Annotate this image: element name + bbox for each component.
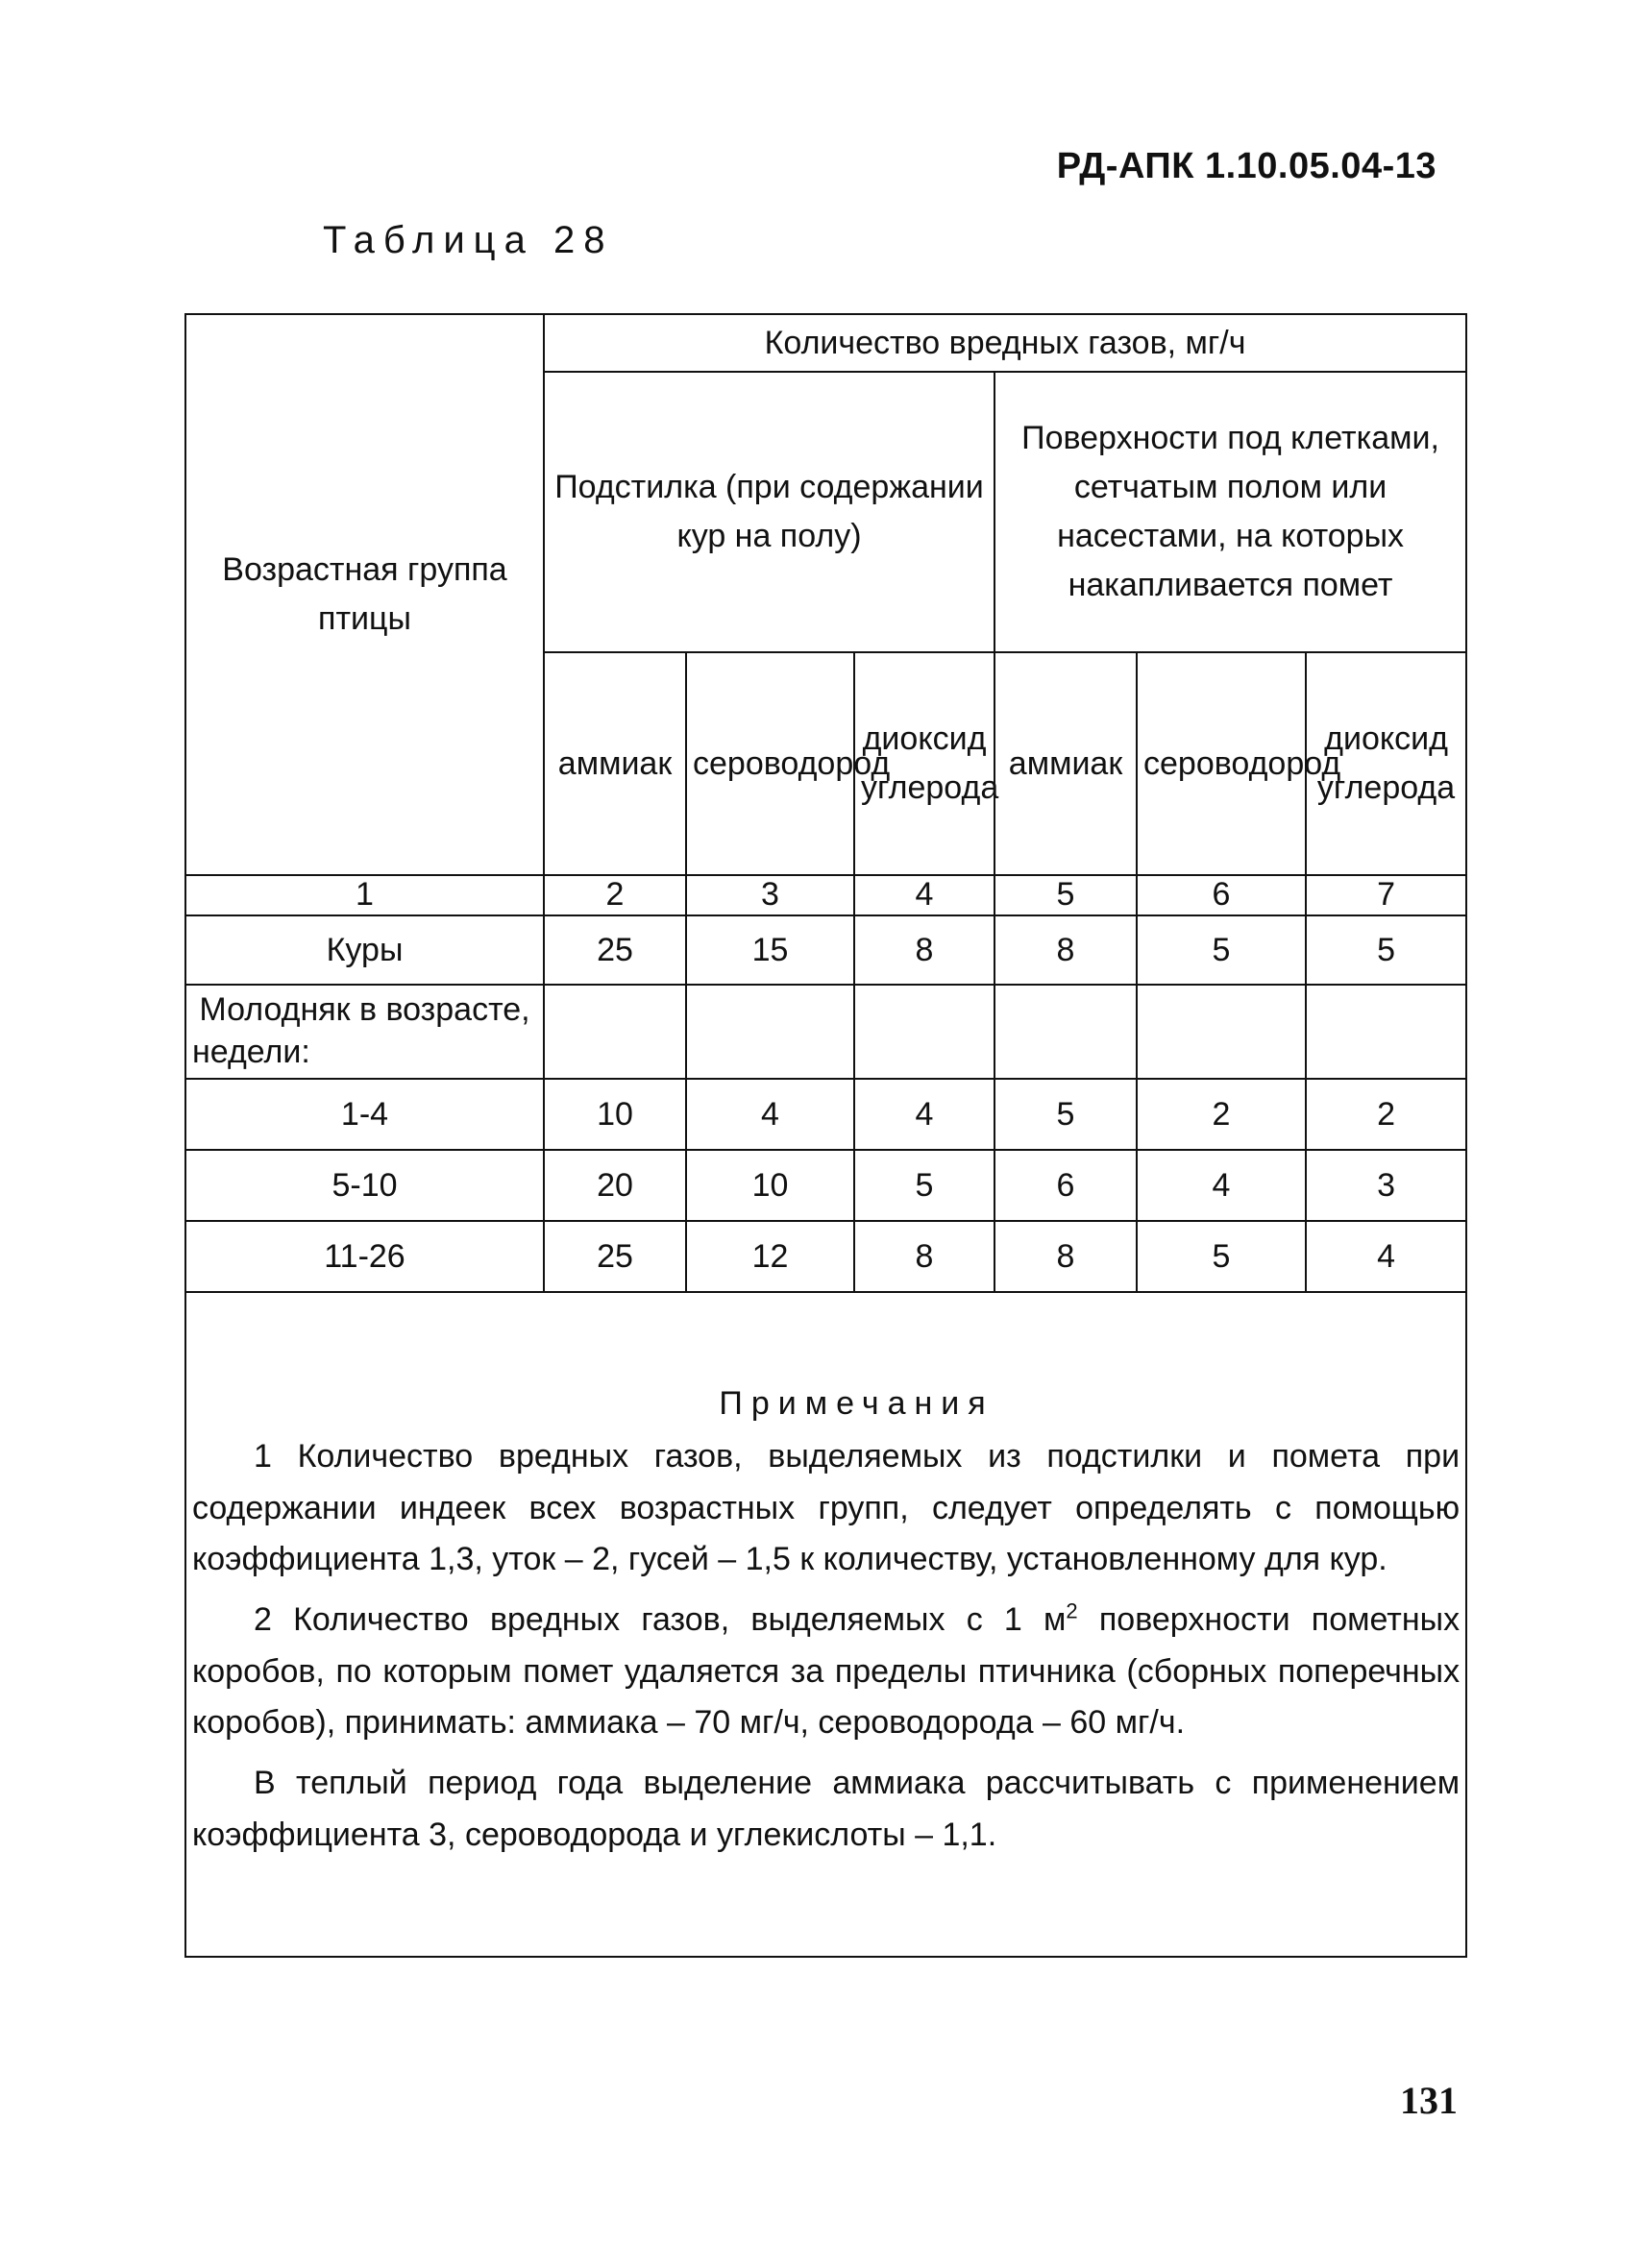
- table-cell: 8: [994, 1221, 1137, 1292]
- table-cell: 15: [686, 915, 854, 985]
- column-number: 3: [686, 875, 854, 915]
- table-cell: [1306, 985, 1466, 1079]
- column-number: 6: [1137, 875, 1306, 915]
- column-number: 2: [544, 875, 686, 915]
- gas-header-hydrogen-sulfide: сероводород: [686, 652, 854, 875]
- row-label: Куры: [185, 915, 544, 985]
- table-cell: 4: [686, 1079, 854, 1150]
- table-cell: 3: [1306, 1150, 1466, 1221]
- table-cell: [544, 985, 686, 1079]
- table-row: [185, 1221, 1466, 1292]
- note-paragraph: 1 Количество вредных газов, выделяемых из подстилки и помета при содержании индеек всех возрастных групп, следует определять с помощью коэффициента 1,3, уток – 2, гусей – 1,5 к количеству, установленному для кур.: [192, 1438, 1461, 1577]
- table-cell: 25: [544, 915, 686, 985]
- table-cell: 25: [544, 1221, 686, 1292]
- table-cell: [1137, 985, 1306, 1079]
- table-cell: [686, 985, 854, 1079]
- table-cell: [994, 985, 1137, 1079]
- column-number: 1: [185, 875, 544, 915]
- note-paragraph: [192, 1595, 1460, 1748]
- table-cell: 5: [1306, 915, 1466, 985]
- document-code: РД-АПК 1.10.05.04-13: [1056, 146, 1436, 186]
- table-cell: 2: [1306, 1079, 1466, 1150]
- table-cell: 5: [1137, 1221, 1306, 1292]
- note-paragraph: В теплый период года выделение аммиака рассчитывать с применением коэффициента 3, сероводорода и углекислоты – 1,1.: [192, 1765, 1461, 1853]
- page-number: 131: [1400, 2079, 1458, 2122]
- table-cell: 8: [854, 915, 994, 985]
- litter-header: Подстилка (при содержании кур на полу): [544, 372, 994, 652]
- table-cell: 4: [1137, 1150, 1306, 1221]
- note-text: 2 Количество вредных газов, выделяемых с 1 м: [254, 1601, 1067, 1639]
- table-cell: [854, 985, 994, 1079]
- column-number: 5: [994, 875, 1137, 915]
- table-cell: 4: [854, 1079, 994, 1150]
- header-row-group: [185, 314, 1466, 372]
- column-number-row: [185, 875, 1466, 915]
- table-cell: 12: [686, 1221, 854, 1292]
- row-label: 11-26: [185, 1221, 544, 1292]
- table-cell: 20: [544, 1150, 686, 1221]
- table-row: [185, 1150, 1466, 1221]
- column-number: 7: [1306, 875, 1466, 915]
- gas-amount-header: Количество вредных газов, мг/ч: [544, 314, 1466, 372]
- harmful-gases-table: [184, 313, 1467, 1958]
- gas-header-carbon-dioxide: диоксид углерода: [854, 652, 994, 875]
- table-cell: 5: [994, 1079, 1137, 1150]
- table-row: [185, 985, 1466, 1079]
- note-text: поверхности пометных коробов, по которым помет удаляется за пределы птичника (сборных поперечных коробов), принимать: аммиака – 70 мг/ч, сероводорода – 60 мг/ч.: [192, 1601, 1461, 1742]
- table-row: [185, 915, 1466, 985]
- age-group-header: Возрастная группа птицы: [185, 314, 544, 875]
- table-cell: 4: [1306, 1221, 1466, 1292]
- notes-cell: [185, 1292, 1466, 1957]
- gas-header-ammonia: аммиак: [544, 652, 686, 875]
- table-cell: 5: [854, 1150, 994, 1221]
- table-cell: 10: [544, 1079, 686, 1150]
- notes-row: [185, 1292, 1466, 1957]
- superscript: 2: [1066, 1598, 1078, 1623]
- surface-header: Поверхности под клетками, сетчатым полом или насестами, на которых накапливается помет: [994, 372, 1466, 652]
- column-number: 4: [854, 875, 994, 915]
- table-cell: 5: [1137, 915, 1306, 985]
- gas-header-hydrogen-sulfide: сероводород: [1137, 652, 1306, 875]
- gas-header-ammonia: аммиак: [994, 652, 1137, 875]
- table-cell: 8: [854, 1221, 994, 1292]
- row-label: 5-10: [185, 1150, 544, 1221]
- table-cell: 8: [994, 915, 1137, 985]
- table-caption: Таблица 28: [323, 219, 614, 261]
- row-label: Молодняк в возрасте, недели:: [185, 985, 544, 1079]
- table-cell: 10: [686, 1150, 854, 1221]
- row-label: 1-4: [185, 1079, 544, 1150]
- table-cell: 2: [1137, 1079, 1306, 1150]
- notes-title: Примечания: [719, 1384, 994, 1422]
- table-row: [185, 1079, 1466, 1150]
- gas-header-carbon-dioxide: диоксид углерода: [1306, 652, 1466, 875]
- table-cell: 6: [994, 1150, 1137, 1221]
